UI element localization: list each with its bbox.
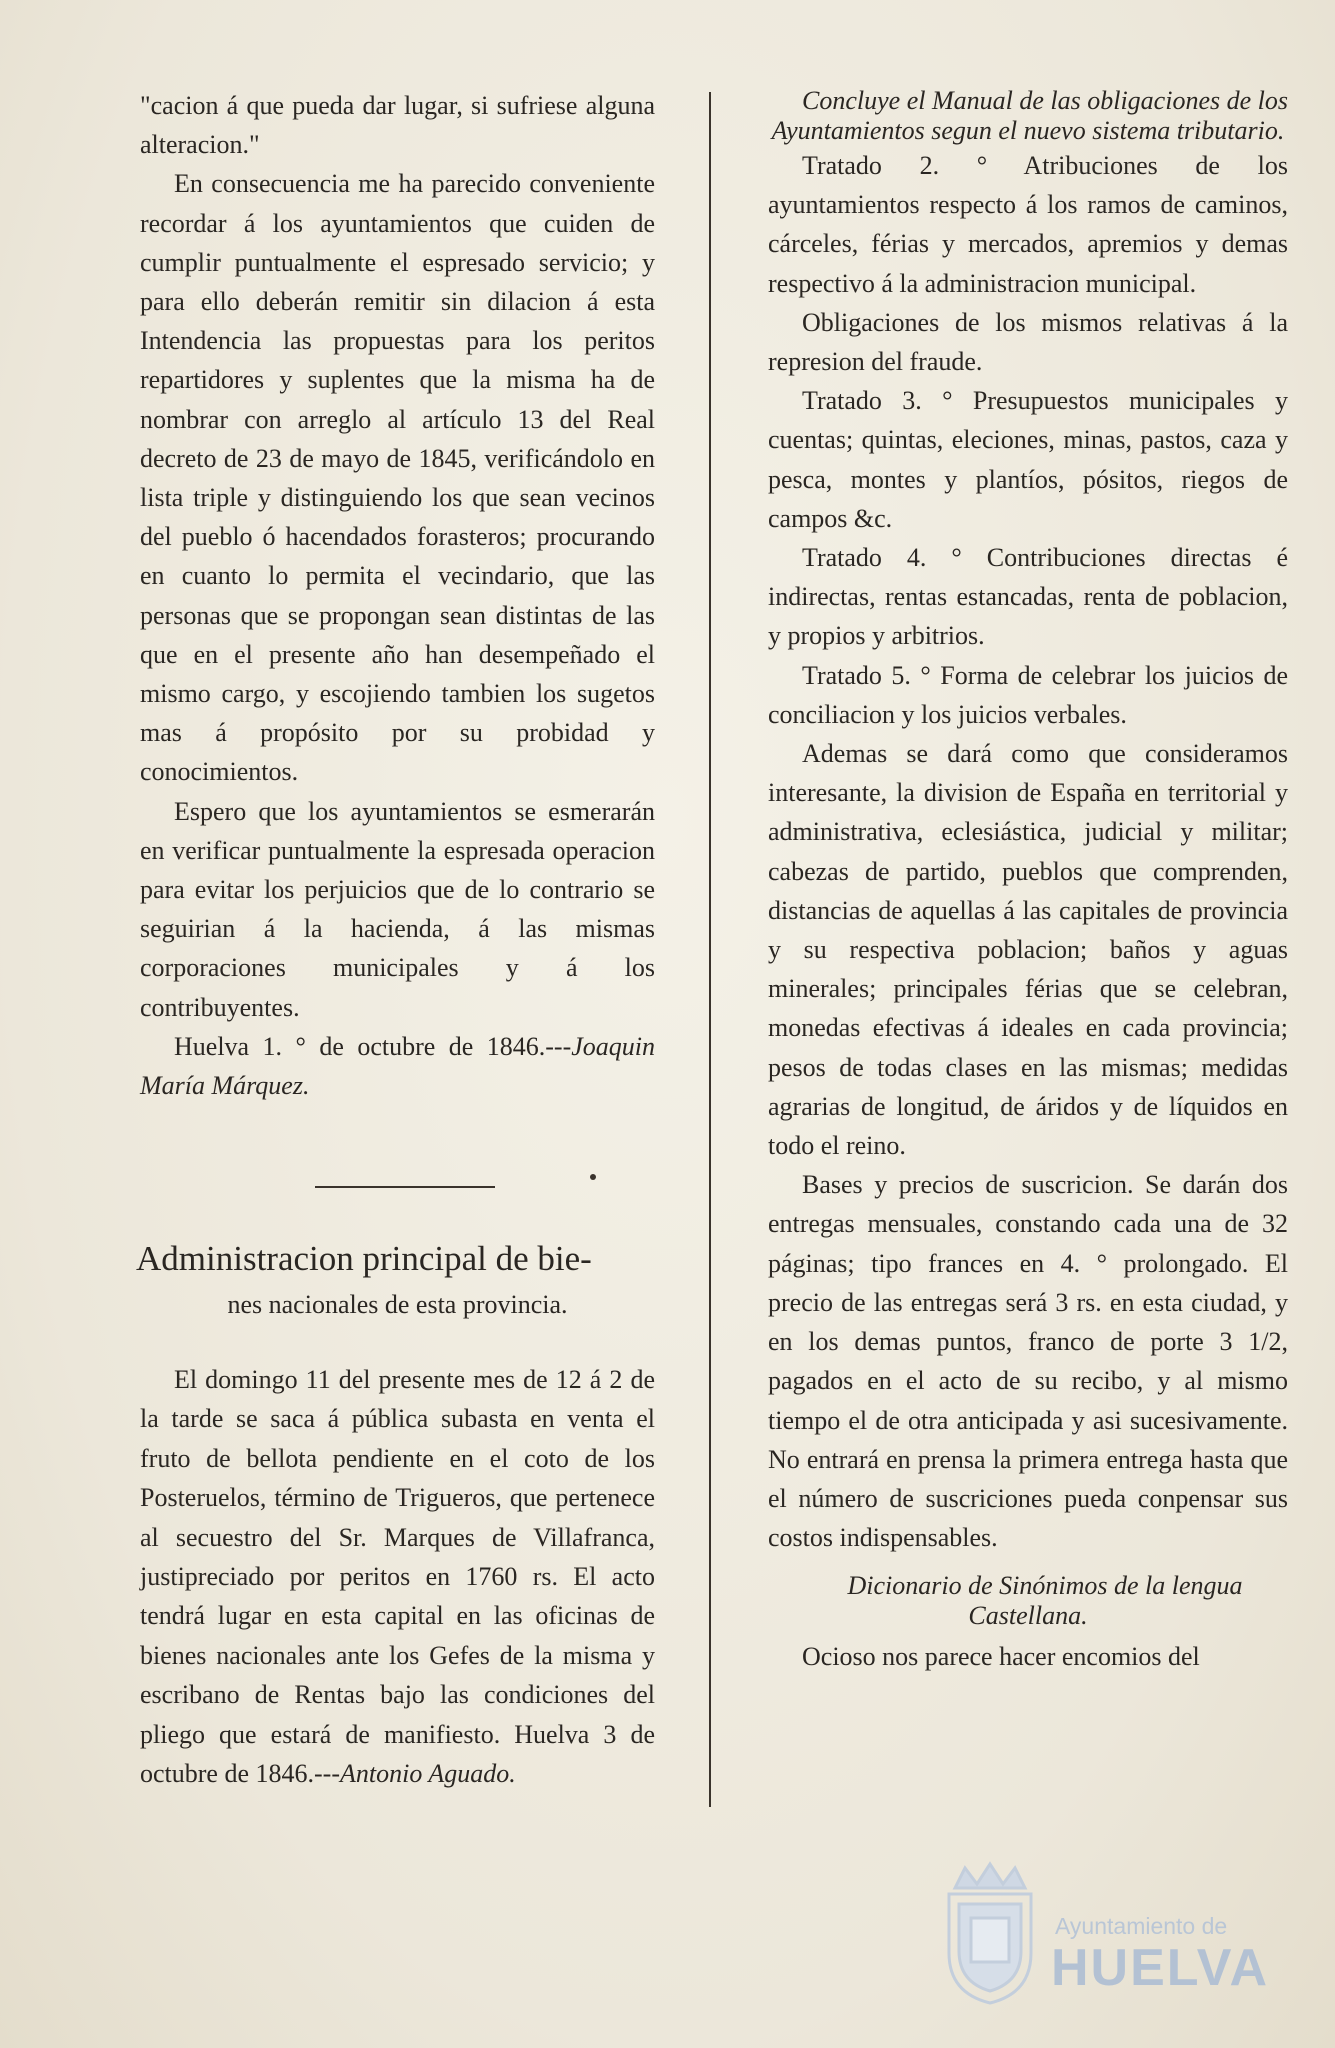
left-paragraph-2: En consecuencia me ha parecido conveniente recordar á los ayuntamientos que cuiden de cumplir puntualmente el espresado servicio; y para ello deberán remitir sin dilacion á esta Intendencia las propuestas para los peritos repartidores y suplentes que la misma ha de nombrar con arreglo al artículo 13 del Real decreto de 23 de mayo de 1845, verificándolo en lista triple y distinguiendo los que sean vecinos del pueblo ó hacendados forasteros; procurando en cuanto lo permita el vecindario, que las personas que se propongan sean distintas de las que en el presente año han desempeñado el mismo cargo, y escojiendo tambien los sugetos mas á propósito por su probidad y conocimientos. [140,169,655,787]
left-paragraph-1: "cacion á que pueda dar lugar, si sufriese alguna alteracion." [140,91,655,160]
watermark-line1: Ayuntamiento de [1055,1913,1228,1939]
signoff-name: Joaquin María Márquez. [140,1031,655,1101]
right-last-paragraph: Ocioso nos parece hacer encomios del [802,1642,1200,1672]
coat-of-arms-icon [935,1858,1045,2008]
section-subtitle: nes nacionales de esta provincia. [227,1290,568,1319]
right-paragraph-6: Ademas se dará como que consideramos interesante, la division de España en territorial y administrativa, eclesiástica, judicial y militar; cabezas de partido, pueblos que comprenden, distancias de aquellas á las capitales de provincia y su respectiva poblacion; baños y aguas minerales; principales férias que se celebran, monedas efectivas á ideales en cada provincia; pesos de todas clases en las mismas; medidas agrarias de longitud, de áridos y de líquidos en todo el reino. [768,739,1288,1161]
section-title: Administracion principal de bie- [136,1239,592,1278]
dictionary-heading: Dicionario de Sinónimos de la lengua Castellana. [847,1571,1243,1631]
left-column [140,86,655,1105]
auction-notice [140,1360,655,1793]
auction-signature: Antonio Aguado. [339,1759,516,1789]
manual-heading: Concluye el Manual de las obligaciones de los Ayuntamientos segun el nuevo sistema tributario. [771,86,1288,145]
column-rule [709,92,711,1807]
watermark-line2: HUELVA [1051,1939,1270,1997]
left-paragraph-3: Espero que los ayuntamientos se esmerarán en verificar puntualmente la espresada operacion para evitar los perjuicios que de lo contrario se seguirian á la hacienda, á las mismas corporaciones municipales y á los contribuyentes. [140,796,655,1022]
auction-text: El domingo 11 del presente mes de 12 á 2 de la tarde se saca á pública subasta en venta el fruto de bellota pendiente en el coto de los Posteruelos, término de Trigueros, que pertenece al secuestro del Sr. Marques de Villafranca, justipreciado por peritos en 1760 rs. El acto tendrá lugar en esta capital en las oficinas de bienes nacionales ante los Gefes de la misma y escribano de Rentas bajo las condiciones del pliego que estará de manifiesto. Huelva 3 de octubre de 1846.--- [140,1365,655,1789]
right-paragraph-5: Tratado 5. ° Forma de celebrar los juicios de conciliacion y los juicios verbales. [768,660,1288,729]
left-signoff [140,1027,655,1105]
huelva-watermark [935,1858,1270,2008]
section-divider [315,1186,495,1188]
section-body [140,1360,655,1793]
signoff-text: Huelva 1. ° de octubre de 1846.--- [174,1031,572,1061]
right-paragraph-7: Bases y precios de suscricion. Se darán dos entregas mensuales, constando cada una de 32 páginas; tipo frances en 4. ° prolongado. El precio de las entregas será 3 rs. en esta ciudad, y en los demas puntos, franco de porte 3 1/2, pagados en el acto de su recibo, y al mismo tiempo el de otra anticipada y asi sucesivamente. No entrará en prensa la primera entrega hasta que el número de suscriciones pueda conpensar sus costos indispensables. [768,1170,1288,1553]
right-paragraph-2: Obligaciones de los mismos relativas á la represion del fraude. [768,307,1288,377]
right-paragraph-4: Tratado 4. ° Contribuciones directas é indirectas, rentas estancadas, renta de poblacion, y propios y arbitrios. [768,543,1288,651]
right-paragraph-3: Tratado 3. ° Presupuestos municipales y cuentas; quintas, eleciones, minas, pastos, caza y pesca, montes y plantíos, pósitos, riegos de campos &c. [768,386,1288,533]
right-column [768,86,1288,1677]
right-paragraph-1: Tratado 2. ° Atribuciones de los ayuntamientos respecto á los ramos de caminos, cárceles, férias y mercados, apremios y demas respectivo á la administracion municipal. [768,151,1288,298]
ink-dot [590,1174,596,1180]
